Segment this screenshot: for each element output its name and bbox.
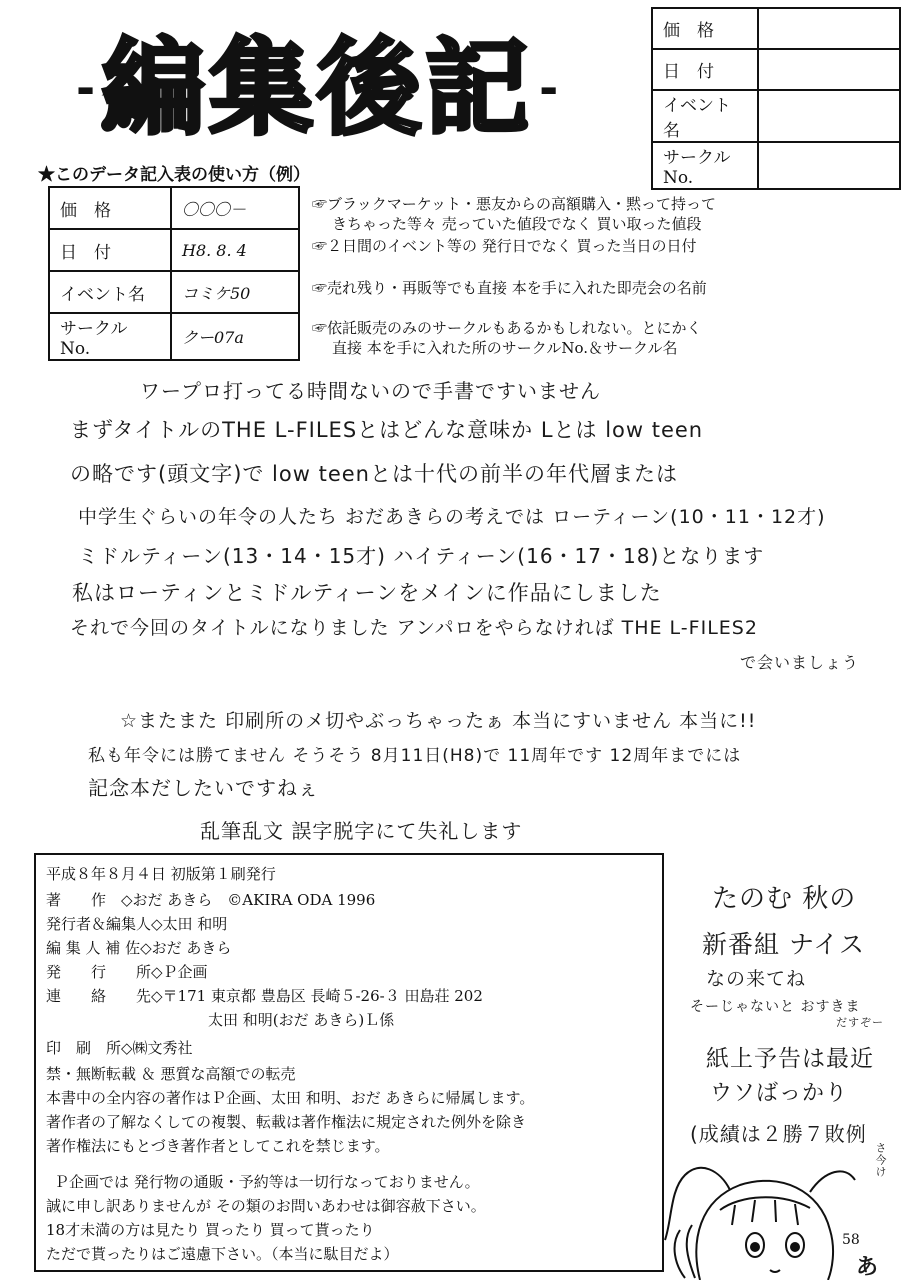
colophon-line: 平成８年８月４日 初版第１刷発行 <box>46 865 276 883</box>
side-note-line: (成績は２勝７敗例 <box>690 1122 867 1146</box>
colophon-line: ただで貰ったりはご遠慮下さい。（本当に駄目だよ） <box>46 1245 399 1263</box>
example-table <box>48 186 300 361</box>
example-row-price: 価 格 〇〇〇－ <box>49 187 299 229</box>
handwritten-line: ワープロ打ってる時間ないので手書ですいません <box>140 379 601 403</box>
page-number: 58 <box>842 1232 860 1248</box>
example-row-date: 日 付 H8. 8. 4 <box>49 229 299 271</box>
colophon-line: 連 絡 先◇〒171 東京都 豊島区 長崎５-26-３ 田島荘 202 <box>46 987 483 1005</box>
side-note-line: 新番組 ナイス <box>702 930 865 959</box>
example-row-event: イベント名 コミケ50 <box>49 271 299 313</box>
side-note-line: たのむ 秋の <box>712 884 857 914</box>
colophon-line: 発行者＆編集人◇太田 和明 <box>46 915 228 933</box>
record-row-date: 日 付 <box>652 49 900 90</box>
colophon-line: 印 刷 所◇㈱文秀社 <box>46 1039 193 1057</box>
colophon-line: 誠に申し訳ありませんが その類のお問いあわせは御容赦下さい。 <box>46 1197 486 1215</box>
example-row-circle: サークル No. クー07a <box>49 313 299 360</box>
side-note-line: そーじゃないと おすきま <box>690 999 861 1015</box>
note-date: ☞２日間のイベント等の 発行日でなく 買った当日の日付 <box>312 237 697 255</box>
handwritten-line: の略です(頭文字)で low teenとは十代の前半の年代層または <box>70 462 678 486</box>
colophon-line: 著作権法にもとづき著作者としてこれを禁じます。 <box>46 1137 390 1155</box>
side-note-line: 紙上予告は最近 <box>706 1046 874 1072</box>
howto-heading: ★このデータ記入表の使い方（例） <box>38 165 310 185</box>
note-event: ☞売れ残り・再販等でも直接 本を手に入れた即売会の名前 <box>312 279 707 297</box>
handwritten-line: で会いましょう <box>740 653 860 672</box>
page-title: - 編集後記 - <box>76 26 559 149</box>
handwritten-line: まずタイトルのTHE L-FILESとはどんな意味か Lとは low teen <box>70 418 704 442</box>
colophon-line: Ｐ企画では 発行物の通販・予約等は一切行なっておりません。 <box>54 1173 480 1191</box>
signature: あ <box>856 1255 880 1280</box>
colophon-line: 本書中の全内容の著作はＰ企画、太田 和明、おだ あきらに帰属します。 <box>46 1089 535 1107</box>
colophon-line: 禁・無断転載 ＆ 悪質な高額での転売 <box>46 1065 296 1083</box>
girl-illustration <box>660 1130 860 1280</box>
side-note-line: さ今け <box>874 1142 887 1178</box>
note-circle: ☞依託販売のみのサークルもあるかもしれない。とにかく 直接 本を手に入れた所のサークルNo.＆サークル名 <box>312 319 702 357</box>
handwritten-line: それで今回のタイトルになりました アンパロをやらなければ THE L-FILES2 <box>70 617 758 639</box>
record-row-event: イベント名 <box>652 90 900 142</box>
note-price: ☞ブラックマーケット・悪友からの高額購入・黙って持って きちゃった等々 売っていた値段でなく 買い取った値段 <box>312 195 716 233</box>
handwritten-line: 私はローティンとミドルティーンをメインに作品にしました <box>72 581 662 605</box>
record-row-circle: サークル No. <box>652 142 900 189</box>
colophon-box <box>34 853 664 1272</box>
side-note-line: なの来てね <box>706 968 807 990</box>
title-text: 編集後記 <box>101 26 534 149</box>
colophon-line: 18才未満の方は見たり 買ったり 買って貰ったり <box>46 1221 375 1239</box>
colophon-line: 発 行 所◇Ｐ企画 <box>46 963 208 981</box>
record-row-price: 価 格 <box>652 8 900 49</box>
colophon-line: 太田 和明(おだ あきら)Ｌ係 <box>208 1011 395 1029</box>
colophon-line: 著作者の了解なくしての複製、転載は著作権法に規定された例外を除き <box>46 1113 527 1131</box>
side-note-line: だすぞー <box>836 1016 884 1029</box>
handwritten-line: ミドルティーン(13・14・15才) ハイティーン(16・17・18)となります <box>78 544 765 568</box>
colophon-line: 編 集 人 補 佐◇おだ あきら <box>46 939 232 957</box>
side-note-line: ウソばっかり <box>710 1081 849 1106</box>
record-table <box>651 7 901 190</box>
handwritten-line: 私も年令には勝てません そうそう 8月11日(H8)で 11周年です 12周年までには <box>88 746 742 766</box>
handwritten-line: 中学生ぐらいの年令の人たち おだあきらの考えでは ローティーン(10・11・12才) <box>78 506 826 528</box>
handwritten-line: 乱筆乱文 誤字脱字にて失礼します <box>200 819 523 843</box>
handwritten-line: ☆またまた 印刷所のメ切やぶっちゃったぁ 本当にすいません 本当に!! <box>120 710 757 732</box>
handwritten-line: 記念本だしたいですねぇ <box>88 776 319 800</box>
colophon-line: 著 作 ◇おだ あきら ©AKIRA ODA 1996 <box>46 891 376 909</box>
